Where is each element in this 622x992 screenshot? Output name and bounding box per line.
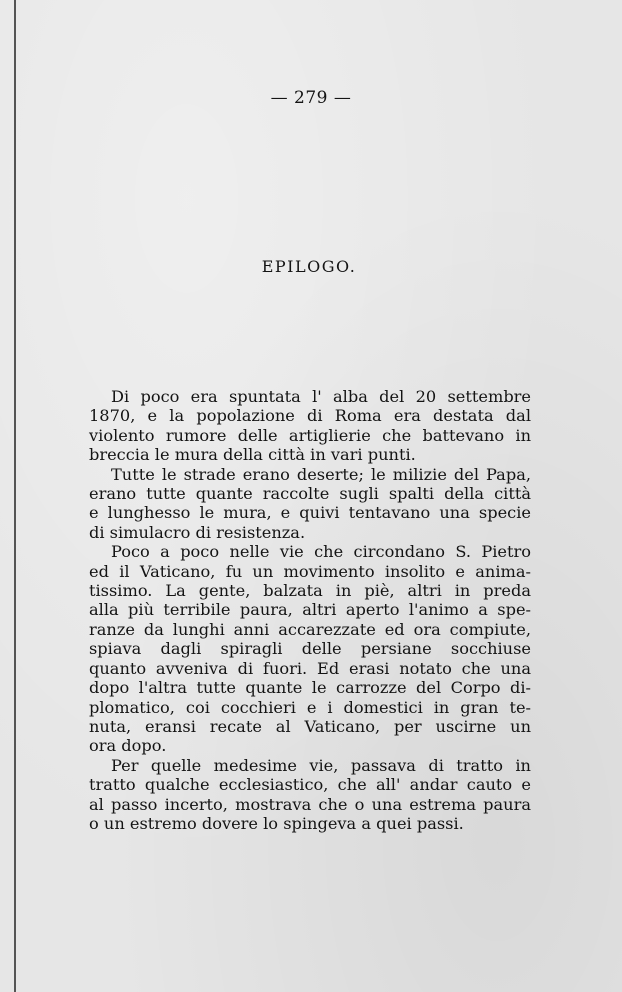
page-number: [0, 88, 622, 108]
chapter-title: EPILOGO.: [261, 257, 357, 276]
text-line: di simulacro di resistenza.: [89, 522, 306, 542]
text-line: tissimo. La gente, balzata in piè, altri in preda: [89, 581, 531, 601]
text-line: nuta, eransi recate al Vaticano, per uscirne un: [89, 716, 531, 736]
text-line: erano tutte quante raccolte sugli spalti della città: [89, 484, 531, 504]
text-line: ora dopo.: [89, 736, 167, 756]
text-line: 1870, e la popolazione di Roma era destata dal: [89, 406, 531, 426]
text-line: Tutte le strade erano deserte; le milizie del Papa,: [111, 464, 531, 484]
text-line: ed il Vaticano, fu un movimento insolito e anima-: [89, 561, 531, 581]
text-line: dopo l'altra tutte quante le carrozze del Corpo di-: [89, 678, 531, 698]
text-line: Poco a poco nelle vie che circondano S. Pietro: [111, 542, 531, 562]
text-line: quanto avveniva di fuori. Ed erasi notato che una: [89, 658, 531, 678]
text-line: violento rumore delle artiglierie che battevano in: [89, 425, 531, 445]
body-text: [89, 387, 531, 833]
binding-edge: [14, 0, 16, 992]
text-line: o un estremo dovere lo spingeva a quei passi.: [89, 813, 464, 833]
text-line: alla più terribile paura, altri aperto l'animo a spe-: [89, 600, 531, 620]
page-number-text: — 279 —: [270, 88, 352, 108]
text-line: tratto qualche ecclesiastico, che all' andar cauto e: [89, 775, 531, 795]
text-line: ranze da lunghi anni accarezzate ed ora compiute,: [89, 619, 531, 639]
text-line: Per quelle medesime vie, passava di tratto in: [111, 755, 531, 775]
text-line: al passo incerto, mostrava che o una estrema paura: [89, 794, 531, 814]
text-line: e lunghesso le mura, e quivi tentavano una specie: [89, 503, 531, 523]
text-line: spiava dagli spiragli delle persiane socchiuse: [89, 639, 531, 659]
text-line: breccia le mura della città in vari punti.: [89, 445, 416, 465]
text-line: Di poco era spuntata l' alba del 20 settembre: [111, 387, 531, 406]
text-line: plomatico, coi cocchieri e i domestici in gran te-: [89, 697, 531, 717]
